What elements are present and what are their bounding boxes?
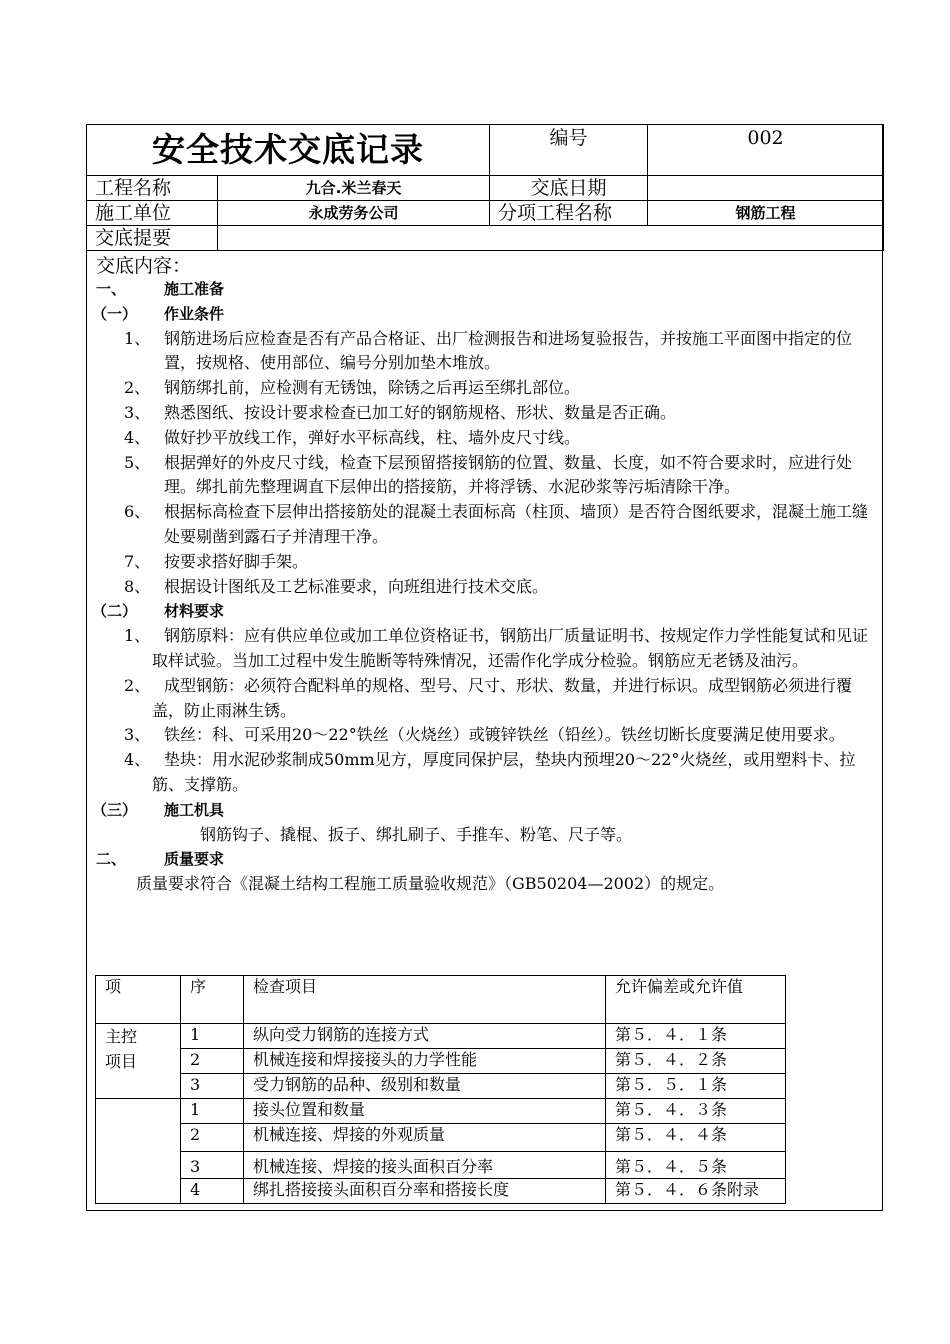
section-heading: 二、 质量要求: [96, 850, 225, 869]
subproject-label: 分项工程名称: [490, 201, 648, 226]
table-header: 检查项目: [244, 976, 606, 1024]
list-item: 1、 钢筋进场后应检查是否有产品合格证、出厂检测报告和进场复验报告，并按施工平面图中指定的位置，按规格、使用部位、编号分别加垫木堆放。: [124, 328, 853, 373]
subsection-heading: （一） 作业条件: [92, 304, 225, 323]
table-row: 4 绑扎搭接接头面积百分率和搭接长度 第５．４．６条附录: [96, 1179, 786, 1204]
section-heading: 一、 施工准备: [96, 280, 225, 298]
list-item: 2、 成型钢筋：必须符合配料单的规格、型号、尺寸、形状、数量，并进行标识。成型钢筋必须进行覆盖，防止雨淋生锈。: [124, 675, 853, 720]
subproject-value: 钢筋工程: [648, 201, 884, 226]
list-item: 4、 垫块：用水泥砂浆制成50mm见方，厚度同保护层，垫块内预埋20～22°火烧丝，或用塑料卡、拉筋、支撑筋。: [124, 750, 856, 794]
quality-intro: 质量要求符合《混凝土结构工程施工质量验收规范》（GB50204—2002）的规定。: [136, 874, 725, 894]
project-label: 工程名称: [87, 176, 218, 201]
group-label-empty: [96, 1099, 181, 1204]
page-title: 安全技术交底记录: [87, 125, 490, 176]
list-item: 2、 钢筋绑扎前，应检测有无锈蚀，除锈之后再运至绑扎部位。: [124, 378, 581, 398]
group-label: 主控 项目: [96, 1024, 181, 1099]
list-item: 5、 根据弹好的外皮尺寸线，检查下层预留搭接钢筋的位置、数量、长度，如不符合要求时，应进行处理。绑扎前先整理调直下层伸出的搭接筋，并将浮锈、水泥砂浆等污垢清除干净。: [124, 452, 853, 497]
date-label: 交底日期: [490, 176, 648, 201]
list-item: 1、 钢筋原料：应有供应单位或加工单位资格证书，钢筋出厂质量证明书、按规定作力学性能复试和见证取样试验。当加工过程中发生脆断等特殊情况，还需作化学成分检验。钢筋应无老锈及油污。: [124, 626, 869, 670]
code-value: 002: [648, 125, 884, 176]
table-row: 1 接头位置和数量 第５．４．３条: [96, 1099, 786, 1124]
subsection-heading: （三） 施工机具: [92, 800, 225, 819]
work-conditions-list: [96, 327, 876, 600]
list-item: 4、 做好抄平放线工作，弹好水平标高线，柱、墙外皮尺寸线。: [124, 427, 581, 447]
table-header: 序: [181, 976, 244, 1024]
tools-text: 钢筋钩子、撬棍、扳子、绑扎刷子、手推车、粉笔、尺子等。: [200, 824, 633, 844]
list-item: 6、 根据标高检查下层伸出搭接筋处的混凝土表面标高（柱顶、墙顶）是否符合图纸要求，混凝土施工缝处要剔凿到露石子并清理干净。: [124, 502, 869, 546]
project-value: 九合.米兰春天: [218, 176, 490, 201]
summary-label: 交底提要: [87, 226, 218, 251]
table-row: 2 机械连接、焊接的外观质量 第５．４．４条: [96, 1124, 786, 1152]
table-row: 3 机械连接、焊接的接头面积百分率 第５．４．５条: [96, 1152, 786, 1179]
date-value: [648, 176, 884, 201]
quality-table: [95, 975, 786, 1204]
code-label: 编号: [490, 125, 648, 176]
table-row: 主控 项目 1 纵向受力钢筋的连接方式 第５．４．１条: [96, 1024, 786, 1049]
briefing-content: [92, 255, 876, 897]
table-header: 允许偏差或允许值: [606, 976, 786, 1024]
header-table: [86, 124, 884, 251]
table-header: 项: [96, 976, 181, 1024]
list-item: 3、 熟悉图纸、按设计要求检查已加工好的钢筋规格、形状、数量是否正确。: [124, 402, 677, 422]
summary-value: [218, 226, 884, 251]
unit-value: 永成劳务公司: [218, 201, 490, 226]
table-row: 3 受力钢筋的品种、级别和数量 第５．５．１条: [96, 1074, 786, 1099]
list-item: 8、 根据设计图纸及工艺标准要求，向班组进行技术交底。: [124, 576, 549, 596]
content-label: 交底内容：: [96, 255, 192, 277]
subsection-heading: （二） 材料要求: [92, 602, 225, 621]
list-item: 7、 按要求搭好脚手架。: [124, 551, 309, 571]
list-item: 3、 铁丝：科、可采用20～22°铁丝（火烧丝）或镀锌铁丝（铅丝）。铁丝切断长度要满足使用要求。: [124, 725, 845, 745]
unit-label: 施工单位: [87, 201, 218, 226]
materials-list: [96, 624, 876, 798]
table-row: 2 机械连接和焊接接头的力学性能 第５．４．２条: [96, 1049, 786, 1074]
